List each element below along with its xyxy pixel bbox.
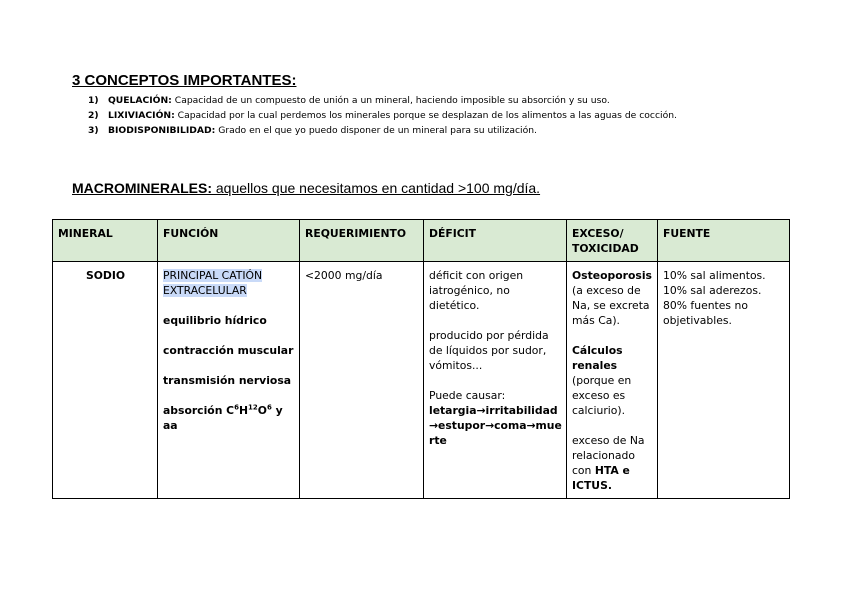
- concept-term: BIODISPONIBILIDAD:: [108, 125, 216, 136]
- function-item: absorción $C^6H^{12}O^6$ y aa: [163, 403, 283, 432]
- concepts-heading: 3 CONCEPTOS IMPORTANTES:: [72, 72, 297, 89]
- concept-term: QUELACIÓN:: [108, 95, 172, 106]
- concept-item: [88, 93, 677, 108]
- cell-exceso: [567, 262, 658, 499]
- concept-item: [88, 108, 677, 123]
- concept-text: Capacidad de un compuesto de unión a un mineral, haciendo imposible su absorción y su uso.: [171, 95, 610, 106]
- function-item: equilibrio hídrico: [163, 314, 267, 327]
- deficit-effects-label: Puede causar:: [429, 389, 506, 402]
- concept-text: Capacidad por la cual perdemos los minerales porque se desplazan de los alimentos a las aguas de cocción.: [174, 110, 677, 121]
- concept-text: Grado en el que yo puedo disponer de un mineral para su utilización.: [215, 125, 537, 136]
- fuente-item: 10% sal alimentos.: [663, 269, 766, 282]
- principal-cation-text: PRINCIPAL CATIÓN EXTRACELULAR: [163, 269, 263, 297]
- fuente-item: 10% sal aderezos.: [663, 284, 762, 297]
- deficit-origin: déficit con origen iatrogénico, no dietético.: [429, 269, 524, 312]
- macro-title: MACROMINERALES:: [72, 180, 212, 196]
- cell-funcion: [158, 262, 300, 499]
- exceso-item: exceso de Na relacionado con HTA e ICTUS.: [572, 434, 645, 492]
- cell-deficit: [424, 262, 567, 499]
- deficit-effects: letargia→irritabilidad→estupor→coma→muerte: [429, 404, 562, 447]
- cell-mineral: SODIO: [53, 262, 158, 499]
- concept-item: [88, 123, 677, 138]
- header-funcion: FUNCIÓN: [158, 220, 300, 262]
- exceso-item: Cálculos renales (porque en exceso es calciurio).: [572, 344, 632, 417]
- exceso-item: Osteoporosis (a exceso de Na, se excreta más Ca).: [572, 269, 652, 327]
- function-item: contracción muscular: [163, 344, 294, 357]
- fuente-item: 80% fuentes no objetivables.: [663, 299, 748, 327]
- concept-number: 3): [88, 125, 99, 136]
- concept-number: 1): [88, 95, 99, 106]
- header-fuente: FUENTE: [658, 220, 790, 262]
- concept-term: LIXIVIACIÓN:: [108, 110, 175, 121]
- table-row: [53, 262, 790, 499]
- concepts-list: [88, 93, 677, 138]
- header-deficit: DÉFICIT: [424, 220, 567, 262]
- cell-fuente: [658, 262, 790, 499]
- table-header-row: [53, 220, 790, 262]
- cell-requerimiento: <2000 mg/día: [300, 262, 424, 499]
- minerals-table: [52, 219, 790, 499]
- function-item: transmisión nerviosa: [163, 374, 292, 387]
- concept-number: 2): [88, 110, 99, 121]
- macrominerales-heading: [72, 180, 540, 196]
- header-exceso: EXCESO/ TOXICIDAD: [567, 220, 658, 262]
- deficit-cause: producido por pérdida de líquidos por sudor, vómitos...: [429, 329, 549, 372]
- header-mineral: MINERAL: [53, 220, 158, 262]
- header-requerimiento: REQUERIMIENTO: [300, 220, 424, 262]
- macro-description: aquellos que necesitamos en cantidad >100 mg/día.: [212, 180, 541, 196]
